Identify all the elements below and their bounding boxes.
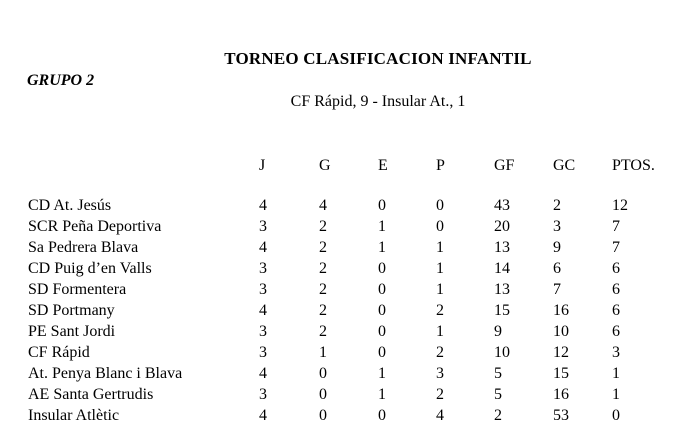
played-cell: 4 — [259, 365, 267, 382]
column-header-p: P — [436, 157, 445, 174]
goals-against-cell: 53 — [553, 407, 569, 424]
lost-cell: 0 — [436, 218, 444, 235]
points-cell: 7 — [612, 239, 620, 256]
drawn-cell: 0 — [378, 260, 386, 277]
played-cell: 4 — [259, 407, 267, 424]
won-cell: 2 — [319, 239, 327, 256]
table-row — [0, 279, 684, 300]
table-row — [0, 195, 684, 216]
goals-for-cell: 43 — [494, 197, 510, 214]
column-header-gc: GC — [553, 157, 576, 174]
won-cell: 0 — [319, 386, 327, 403]
goals-against-cell: 3 — [553, 218, 561, 235]
group-label: GRUPO 2 — [27, 72, 95, 89]
points-cell: 1 — [612, 386, 620, 403]
points-cell: 6 — [612, 323, 620, 340]
points-cell: 3 — [612, 344, 620, 361]
goals-for-cell: 9 — [494, 323, 502, 340]
played-cell: 3 — [259, 323, 267, 340]
column-header-g: G — [319, 157, 331, 174]
column-header-j: J — [259, 157, 266, 174]
goals-for-cell: 13 — [494, 239, 510, 256]
goals-for-cell: 20 — [494, 218, 510, 235]
goals-for-cell: 10 — [494, 344, 510, 361]
goals-for-cell: 13 — [494, 281, 510, 298]
goals-against-cell: 9 — [553, 239, 561, 256]
goals-against-cell: 16 — [553, 386, 569, 403]
won-cell: 2 — [319, 281, 327, 298]
goals-against-cell: 7 — [553, 281, 561, 298]
goals-for-cell: 2 — [494, 407, 502, 424]
won-cell: 2 — [319, 323, 327, 340]
table-row — [0, 300, 684, 321]
won-cell: 4 — [319, 197, 327, 214]
table-row — [0, 216, 684, 237]
column-header-e: E — [378, 157, 388, 174]
played-cell: 4 — [259, 197, 267, 214]
points-cell: 12 — [612, 197, 628, 214]
points-cell: 6 — [612, 281, 620, 298]
table-row — [0, 237, 684, 258]
column-header-gf: GF — [494, 157, 515, 174]
team-name: CD Puig d’en Valls — [28, 260, 152, 277]
points-cell: 7 — [612, 218, 620, 235]
drawn-cell: 0 — [378, 407, 386, 424]
drawn-cell: 0 — [378, 344, 386, 361]
team-name: Sa Pedrera Blava — [28, 239, 139, 256]
points-cell: 6 — [612, 302, 620, 319]
standings-header-row — [0, 155, 684, 176]
goals-for-cell: 15 — [494, 302, 510, 319]
team-name: SCR Peña Deportiva — [28, 218, 162, 235]
lost-cell: 3 — [436, 365, 444, 382]
won-cell: 2 — [319, 218, 327, 235]
team-name: Insular Atlètic — [28, 407, 120, 424]
team-name: PE Sant Jordi — [28, 323, 116, 340]
team-name: SD Formentera — [28, 281, 127, 298]
goals-against-cell: 15 — [553, 365, 569, 382]
table-row — [0, 321, 684, 342]
won-cell: 1 — [319, 344, 327, 361]
drawn-cell: 0 — [378, 281, 386, 298]
table-row — [0, 363, 684, 384]
lost-cell: 2 — [436, 344, 444, 361]
won-cell: 2 — [319, 302, 327, 319]
drawn-cell: 0 — [378, 197, 386, 214]
lost-cell: 1 — [436, 323, 444, 340]
drawn-cell: 1 — [378, 365, 386, 382]
team-name: CD At. Jesús — [28, 197, 112, 214]
table-row — [0, 384, 684, 405]
column-header-ptos: PTOS. — [612, 157, 655, 174]
points-cell: 6 — [612, 260, 620, 277]
lost-cell: 4 — [436, 407, 444, 424]
table-row — [0, 405, 684, 426]
table-row — [0, 258, 684, 279]
lost-cell: 1 — [436, 260, 444, 277]
played-cell: 4 — [259, 239, 267, 256]
lost-cell: 2 — [436, 386, 444, 403]
played-cell: 3 — [259, 344, 267, 361]
lost-cell: 1 — [436, 239, 444, 256]
goals-against-cell: 10 — [553, 323, 569, 340]
goals-against-cell: 6 — [553, 260, 561, 277]
goals-against-cell: 12 — [553, 344, 569, 361]
drawn-cell: 0 — [378, 302, 386, 319]
won-cell: 0 — [319, 407, 327, 424]
points-cell: 1 — [612, 365, 620, 382]
won-cell: 2 — [319, 260, 327, 277]
goals-for-cell: 5 — [494, 386, 502, 403]
goals-against-cell: 16 — [553, 302, 569, 319]
goals-against-cell: 2 — [553, 197, 561, 214]
played-cell: 4 — [259, 302, 267, 319]
lost-cell: 2 — [436, 302, 444, 319]
won-cell: 0 — [319, 365, 327, 382]
lost-cell: 1 — [436, 281, 444, 298]
drawn-cell: 1 — [378, 386, 386, 403]
table-row — [0, 342, 684, 363]
lost-cell: 0 — [436, 197, 444, 214]
goals-for-cell: 5 — [494, 365, 502, 382]
drawn-cell: 1 — [378, 218, 386, 235]
team-name: SD Portmany — [28, 302, 115, 319]
team-name: At. Penya Blanc i Blava — [28, 365, 183, 382]
drawn-cell: 1 — [378, 239, 386, 256]
drawn-cell: 0 — [378, 323, 386, 340]
points-cell: 0 — [612, 407, 620, 424]
played-cell: 3 — [259, 281, 267, 298]
goals-for-cell: 14 — [494, 260, 510, 277]
played-cell: 3 — [259, 218, 267, 235]
team-name: CF Rápid — [28, 344, 90, 361]
document-title: TORNEO CLASIFICACION INFANTIL — [224, 49, 532, 68]
played-cell: 3 — [259, 386, 267, 403]
team-name: AE Santa Gertrudis — [28, 386, 154, 403]
played-cell: 3 — [259, 260, 267, 277]
match-result: CF Rápid, 9 - Insular At., 1 — [290, 93, 466, 110]
